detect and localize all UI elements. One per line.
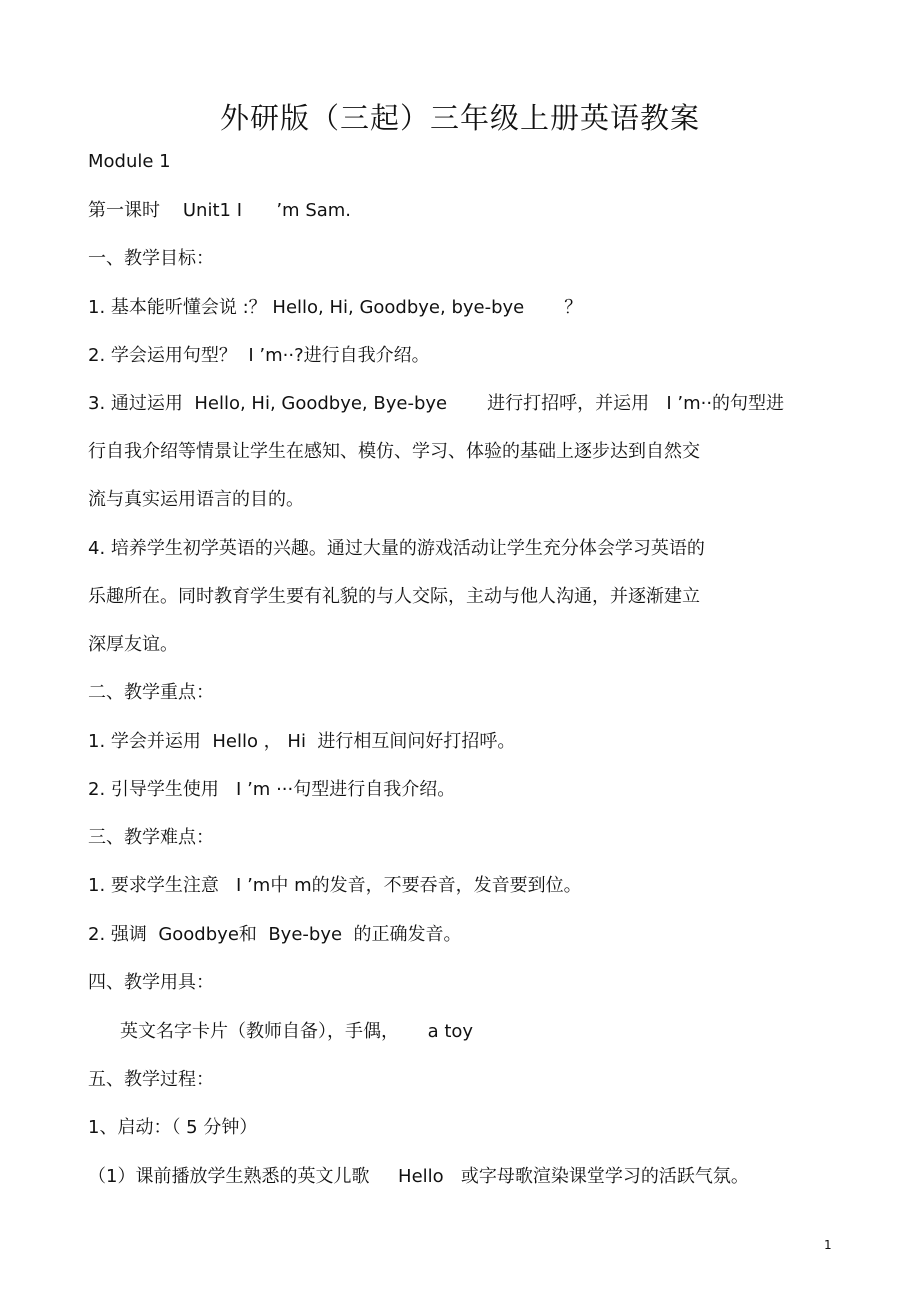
section-heading-materials: 四、教学用具： <box>88 972 214 993</box>
objective-2: 2. 学会运用句型？ I ’m··?进行自我介绍。 <box>88 345 430 366</box>
objective-4-line-1: 4. 培养学生初学英语的兴趣。通过大量的游戏活动让学生充分体会学习英语的 <box>88 538 705 559</box>
process-step-1: 1、启动：（ 5 分钟） <box>88 1117 258 1138</box>
section-heading-process: 五、教学过程： <box>88 1069 214 1090</box>
page-number: 1 <box>824 1238 832 1252</box>
section-heading-key-points: 二、教学重点： <box>88 682 214 703</box>
objective-4-line-2: 乐趣所在。同时教育学生要有礼貌的与人交际，主动与他人沟通，并逐渐建立 <box>88 586 700 607</box>
lesson-heading: 第一课时 Unit1 I ’m Sam. <box>88 200 352 221</box>
objective-3-line-1: 3. 通过运用 Hello, Hi, Goodbye, Bye-bye 进行打招呼，并运用 I ’m··的句型进 <box>88 393 785 414</box>
key-point-1: 1. 学会并运用 Hello ， Hi 进行相互间问好打招呼。 <box>88 731 516 752</box>
difficulty-2: 2. 强调 Goodbye和 Bye-bye 的正确发音。 <box>88 924 462 945</box>
materials-list: 英文名字卡片（教师自备），手偶， a toy <box>120 1021 474 1042</box>
objective-3-line-2: 行自我介绍等情景让学生在感知、模仿、学习、体验的基础上逐步达到自然交 <box>88 441 700 462</box>
difficulty-1: 1. 要求学生注意 I ’m中 m的发音，不要吞音，发音要到位。 <box>88 875 582 896</box>
objective-3-line-3: 流与真实运用语言的目的。 <box>88 489 304 510</box>
module-heading: Module 1 <box>88 151 171 172</box>
objective-1: 1. 基本能听懂会说 :？ Hello, Hi, Goodbye, bye-bye ？ <box>88 297 583 318</box>
objective-4-line-3: 深厚友谊。 <box>88 634 178 655</box>
section-heading-difficulties: 三、教学难点： <box>88 827 214 848</box>
key-point-2: 2. 引导学生使用 I ’m ···句型进行自我介绍。 <box>88 779 456 800</box>
document-title: 外研版（三起）三年级上册英语教案 <box>219 101 700 135</box>
process-step-1-1: （1）课前播放学生熟悉的英文儿歌 Hello 或字母歌渲染课堂学习的活跃气氛。 <box>88 1166 749 1187</box>
section-heading-objectives: 一、教学目标： <box>88 248 214 269</box>
